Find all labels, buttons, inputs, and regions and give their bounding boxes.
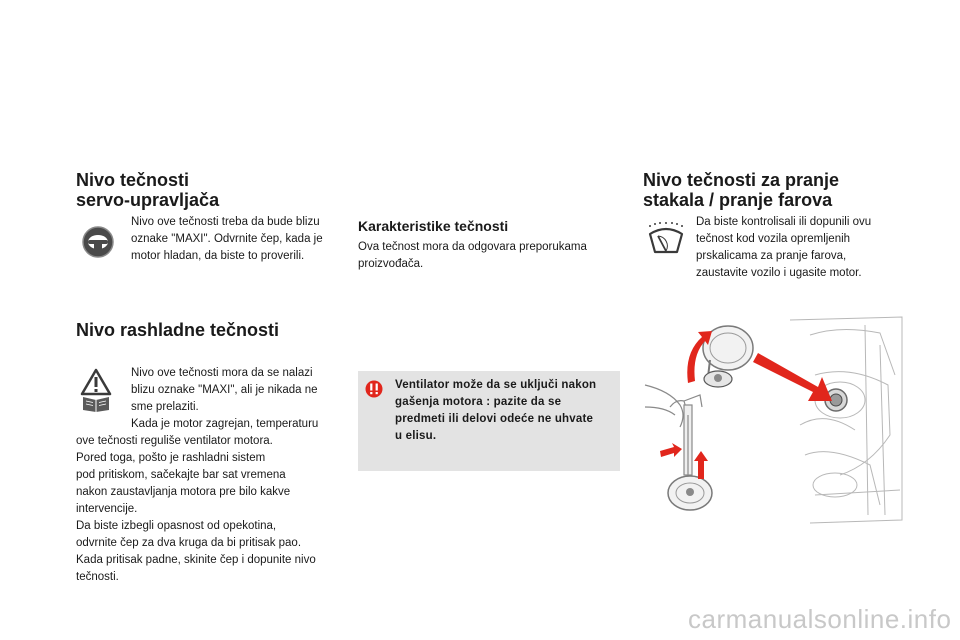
coolant-text-line: Kada je motor zagrejan, temperaturu [131,418,319,430]
coolant-indented-text [131,365,346,433]
engine-bay-drawing [790,317,902,523]
servo-text-line: motor hladan, da biste to proverili. [131,250,305,262]
coolant-text-line: intervencije. [76,503,138,515]
servo-title-line1: Nivo tečnosti [76,170,190,190]
coolant-text-line: Da biste izbegli opasnost od opekotina, [76,520,277,532]
characteristics-text-line: proizvođača. [358,258,424,270]
hazard-manual-icon [80,368,112,412]
coolant-text-line: Nivo ove tečnosti mora da se nalazi [131,367,313,379]
push-arrow-left [660,443,682,457]
hand-drawing [645,385,702,475]
coolant-text-line: blizu oznake "MAXI", ali je nikada ne [131,384,318,396]
washer-text [696,214,906,282]
warning-text [395,377,617,445]
characteristics-text-line: Ova tečnost mora da odgovara preporukama [358,241,587,253]
characteristics-text [358,239,620,273]
coolant-full-text [76,433,351,586]
cap-removal-illustration [640,315,905,527]
warning-box [358,371,620,471]
washer-text-line: tečnost kod vozila opremljenih [696,233,851,245]
washer-title [643,170,839,210]
servo-title-line2: servo-upravljača [76,190,220,210]
coolant-text-line: pod pritiskom, sačekajte bar sat vremena [76,469,286,481]
servo-title [76,170,219,210]
warning-text-line: u elisu. [395,430,437,442]
coolant-text-line: tečnosti. [76,571,119,583]
servo-text-line: oznake "MAXI". Odvrnite čep, kada je [131,233,323,245]
warning-text-line: Ventilator može da se uključi nakon [395,379,597,391]
washer-text-line: zaustavite vozilo i ugasite motor. [696,267,862,279]
servo-text [131,214,341,265]
warning-text-line: gašenja motora : pazite da se [395,396,562,408]
coolant-text-line: Kada pritisak padne, skinite čep i dopunite nivo [76,554,316,566]
coolant-text-line: nakon zaustavljanja motora pre bilo kakve [76,486,291,498]
washer-title-line1: Nivo tečnosti za pranje [643,170,840,190]
washer-title-line2: stakala / pranje farova [643,190,833,210]
coolant-text-line: sme prelaziti. [131,401,199,413]
servo-text-line: Nivo ove tečnosti treba da bude blizu [131,216,320,228]
coolant-title: Nivo rashladne tečnosti [76,320,280,340]
watermark[interactable]: carmanualsonline.info [688,604,952,634]
washer-text-line: Da biste kontrolisali ili dopunili ovu [696,216,872,228]
characteristics-title: Karakteristike tečnosti [358,218,509,234]
exclamation-icon [365,380,383,398]
coolant-text-line: odvrnite čep za dva kruga da bi pritisak pao. [76,537,302,549]
coolant-text-line: Pored toga, pošto je rashladni sistem [76,452,266,464]
washer-text-line: prskalicama za pranje farova, [696,250,847,262]
push-arrow-up [694,451,708,479]
windshield-washer-icon [646,222,686,256]
lower-cap-drawing [668,476,712,510]
pointer-arrow [753,353,832,401]
warning-text-line: predmeti ili delovi odeće ne uhvate [395,413,594,425]
steering-wheel-icon [80,224,116,260]
coolant-text-line: ove tečnosti reguliše ventilator motora. [76,435,273,447]
